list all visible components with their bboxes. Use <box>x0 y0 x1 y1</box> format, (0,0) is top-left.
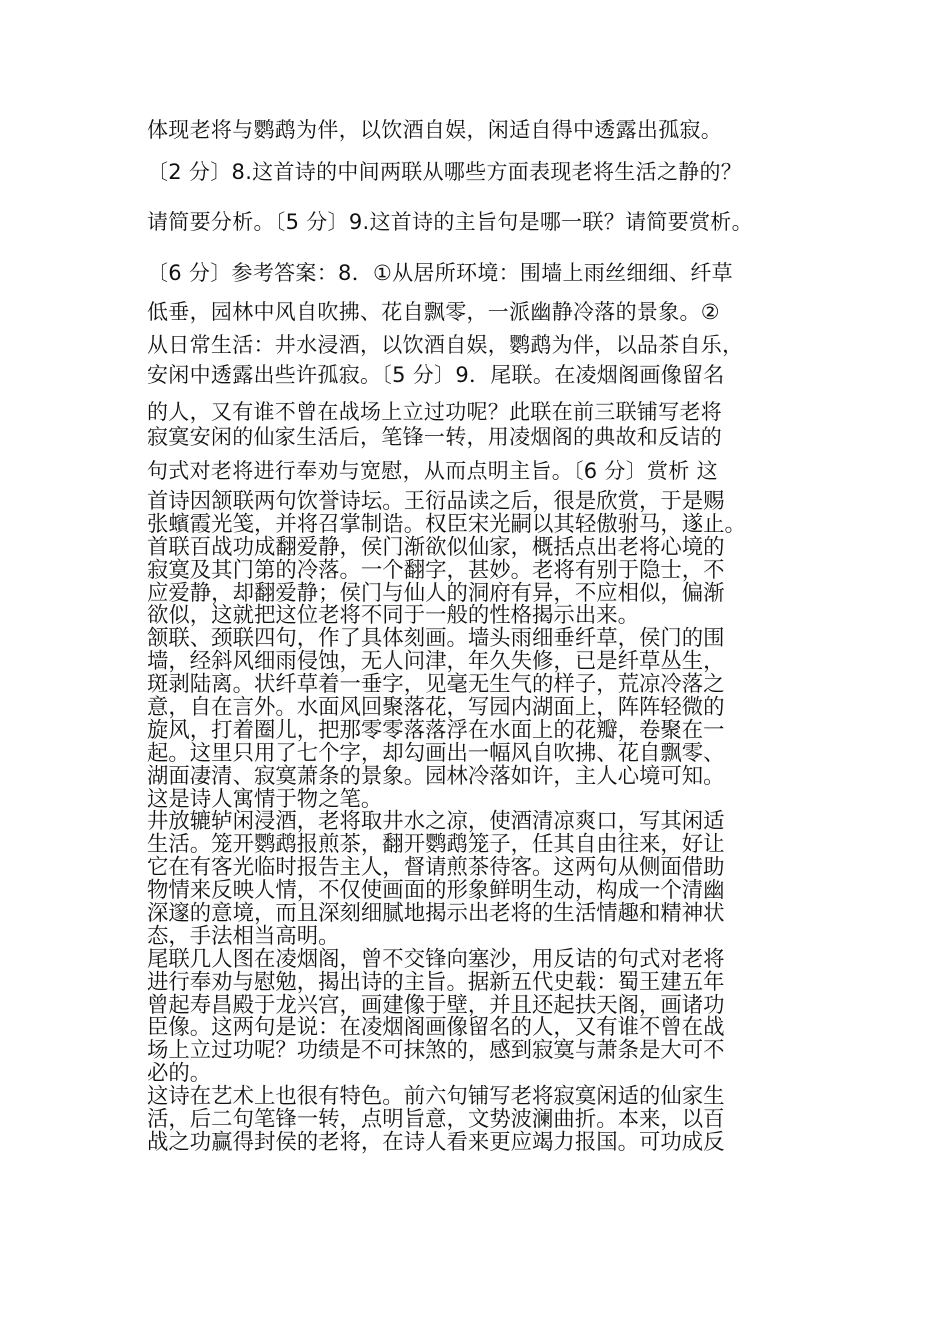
body-line: 臣像。这两句是说：在凌烟阁画像留名的人，又有谁不曾在战 <box>147 1015 725 1041</box>
text-line-4: 〔6 分〕参考答案：8．①从居所环境：围墙上雨丝细细、纤草 <box>147 261 733 285</box>
body-line: 曾起寿昌殿于龙兴宫，画建像于壁，并且还起扶天阁，画诸功 <box>147 992 725 1018</box>
body-line: 生活。笼开鹦鹉报煎茶，翻开鹦鹉笼子，任其自由往来，好让 <box>147 832 725 858</box>
body-line: 意，自在言外。水面风回聚落花，写园内湖面上，阵阵轻微的 <box>147 695 725 721</box>
body-line: 活，后二句笔锋一转，点明旨意，文势波澜曲折。本来，以百 <box>147 1107 725 1133</box>
body-line: 它在有客光临时报告主人，督请煎茶待客。这两句从侧面借助 <box>147 855 725 881</box>
body-line: 进行奉劝与慰勉，揭出诗的主旨。据新五代史载：蜀王建五年 <box>147 969 725 995</box>
commentary-body <box>147 491 812 1155</box>
text-line-10: 句式对老将进行奉劝与宽慰，从而点明主旨。〔6 分〕赏析 这 <box>147 459 718 483</box>
text-line-9: 寂寞安闲的仙家生活后，笔锋一转，用凌烟阁的典故和反诘的 <box>147 425 723 449</box>
text-line-8: 的人，又有谁不曾在战场上立过功呢？此联在前三联铺写老将 <box>147 400 723 424</box>
body-line: 必的。 <box>147 1061 212 1087</box>
body-line: 张蠙霞光笺，并将召掌制诰。权臣宋光嗣以其轻傲驸马，遂止。 <box>147 511 746 537</box>
body-line: 井放辘轳闲浸酒，老将取井水之凉，使酒清凉爽口，写其闲适 <box>147 809 725 835</box>
text-line-1: 体现老将与鹦鹉为伴，以饮酒自娱，闲适自得中透露出孤寂。 <box>147 118 723 142</box>
body-line: 这是诗人寓情于物之笔。 <box>147 786 383 812</box>
body-line: 应爱静，却翻爱静；侯门与仙人的洞府有异，不应相似，偏渐 <box>147 580 725 606</box>
body-line: 物情来反映人情，不仅使画面的形象鲜明生动，构成一个清幽 <box>147 878 725 904</box>
text-line-7: 安闲中透露出些许孤寂。〔5 分〕9．尾联。在凌烟阁画像留名 <box>147 363 725 387</box>
body-line: 首联百战功成翻爱静，侯门渐欲似仙家，概括点出老将心境的 <box>147 534 725 560</box>
body-line: 墙，经斜风细雨侵蚀，无人问津，年久失修，已是纤草丛生， <box>147 649 725 675</box>
body-line: 寂寞及其门第的冷落。一个翻字，甚妙。老将有别于隐士，不 <box>147 557 725 583</box>
body-line: 颔联、颈联四句，作了具体刻画。墙头雨细垂纤草，侯门的围 <box>147 626 725 652</box>
body-line: 首诗因颔联两句饮誉诗坛。王衍品读之后，很是欣赏，于是赐 <box>147 489 725 514</box>
body-line: 欲似，这就把这位老将不同于一般的性格揭示出来。 <box>147 603 639 629</box>
body-line: 湖面凄清、寂寞萧条的景象。园林冷落如许，主人心境可知。 <box>147 763 725 789</box>
text-line-6: 从日常生活：井水浸酒，以饮酒自娱，鹦鹉为伴，以品茶自乐， <box>147 333 744 357</box>
body-line: 起。这里只用了七个字，却勾画出一幅风自吹拂、花自飘零、 <box>147 740 725 766</box>
text-line-2: 〔2 分〕8.这首诗的中间两联从哪些方面表现老将生活之静的？ <box>147 160 743 184</box>
body-line: 战之功赢得封侯的老将，在诗人看来更应竭力报国。可功成反 <box>147 1129 725 1155</box>
body-line: 场上立过功呢？功绩是不可抹煞的，感到寂寞与萧条是大可不 <box>147 1038 725 1064</box>
body-line: 尾联几人图在凌烟阁，曾不交锋向塞沙，用反诘的句式对老将 <box>147 946 725 972</box>
body-line: 这诗在艺术上也很有特色。前六句铺写老将寂寞闲适的仙家生 <box>147 1084 725 1110</box>
body-line: 态，手法相当高明。 <box>147 923 340 949</box>
body-line: 旋风，打着圈儿，把那零零落落浮在水面上的花瓣，卷聚在一 <box>147 717 725 743</box>
body-line: 斑剥陆离。状纤草着一垂字，见毫无生气的样子，荒凉冷落之 <box>147 672 725 698</box>
text-line-3: 请简要分析。〔5 分〕9.这首诗的主旨句是哪一联？请简要赏析。 <box>147 210 753 234</box>
body-line: 深邃的意境，而且深刻细腻地揭示出老将的生活情趣和精神状 <box>147 901 725 927</box>
text-line-5: 低垂，园林中风自吹拂、花自飘零，一派幽静冷落的景象。② <box>147 300 720 324</box>
